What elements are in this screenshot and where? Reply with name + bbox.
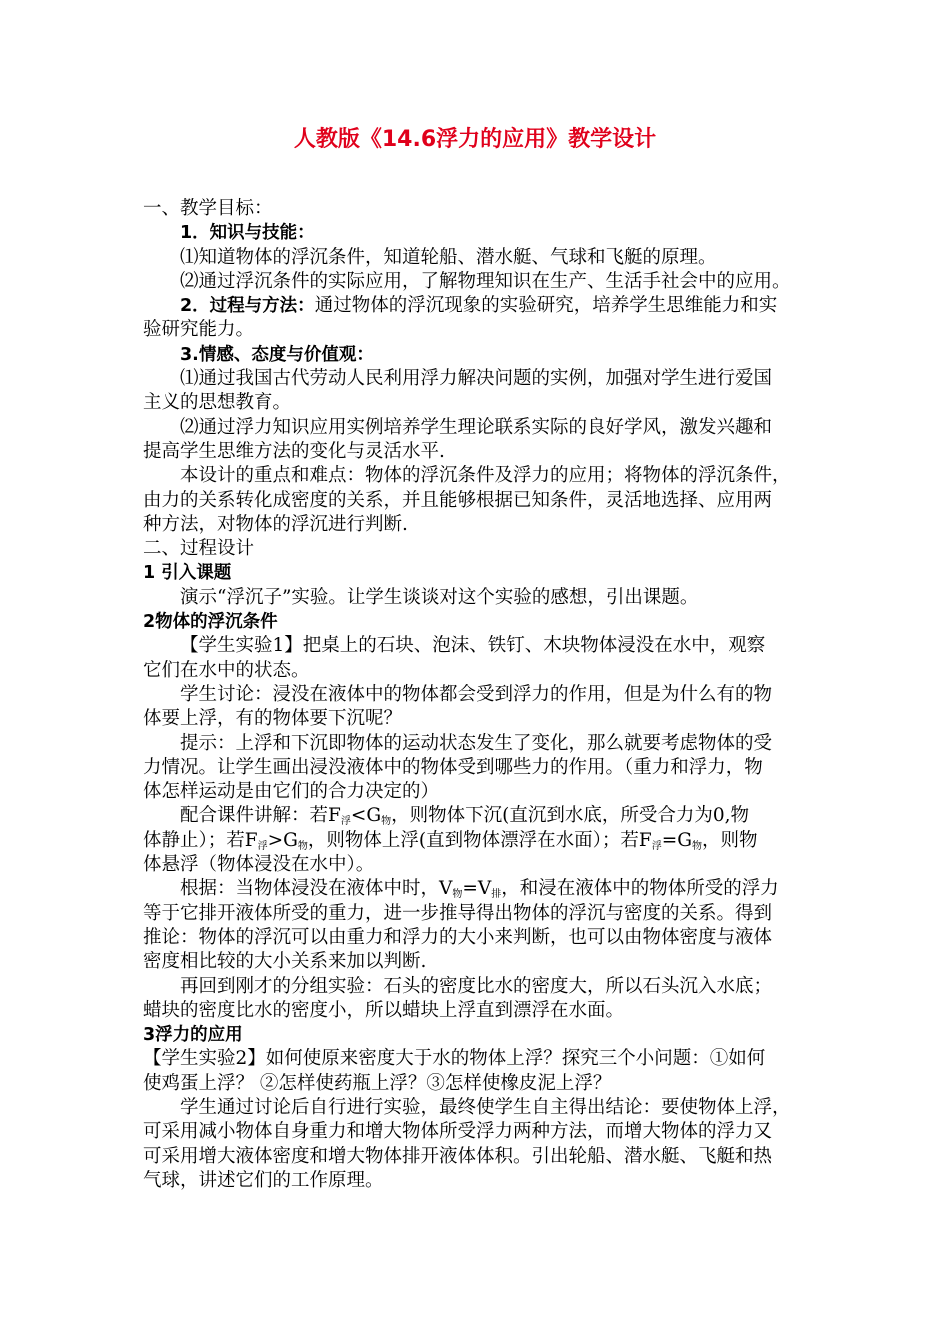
paragraph-line: 气球，讲述它们的工作原理。: [143, 1169, 384, 1191]
paragraph-line: 体要上浮，有的物体要下沉呢？: [143, 708, 403, 730]
paragraph-line: 由力的关系转化成密度的关系，并且能够根据已知条件，灵活地选择、应用两: [143, 489, 773, 511]
paragraph-line: [143, 804, 813, 828]
paragraph-line: 等于它排开液体所受的重力，进一步推导得出物体的浮沉与密度的关系。得到: [143, 902, 773, 924]
document-title: 人教版《14.6浮力的应用》教学设计: [293, 127, 657, 152]
paragraph-line: 可采用减小物体自身重力和增大物体所受浮力两种方法，而增大物体的浮力又: [143, 1121, 773, 1143]
subscript: 浮: [257, 840, 268, 852]
text-run: 根据：当物体浸没在液体中时，V: [180, 878, 453, 900]
paragraph-line: 力情况。让学生画出浸没液体中的物体受到哪些力的作用。（重力和浮力，物: [143, 756, 763, 778]
paragraph-line: [143, 877, 813, 901]
subscript: 物: [691, 840, 702, 852]
paragraph-line: 本设计的重点和难点：物体的浮沉条件及浮力的应用；将物体的浮沉条件，: [180, 465, 791, 487]
paragraph-line: 密度相比较的大小关系来加以判断.: [143, 951, 427, 973]
paragraph-line: ⑴通过我国古代劳动人民利用浮力解决问题的实例，加强对学生进行爱国: [180, 368, 773, 390]
text-run: =V: [462, 878, 492, 900]
subscript: 浮: [340, 816, 351, 828]
section-heading: 一、教学目标：: [143, 198, 273, 219]
paragraph-line: 验研究能力。: [143, 319, 255, 341]
subscript: 物: [381, 816, 392, 828]
text-run: ，则物体上浮(直到物体漂浮在水面）；若F: [307, 829, 652, 851]
paragraph-line: 它们在水中的状态。: [143, 659, 310, 681]
paragraph-line: 提高学生思维方法的变化与灵活水平.: [143, 440, 445, 462]
paragraph-line: 体怎样运动是由它们的合力决定的）: [143, 781, 440, 803]
text-run: ，和浸在液体中的物体所受的浮力: [501, 878, 779, 900]
paragraph-line: 种方法，对物体的浮沉进行判断.: [143, 513, 408, 535]
paragraph-line: 提示：上浮和下沉即物体的运动状态发生了变化，那么就要考虑物体的受: [180, 732, 773, 754]
paragraph-line: 主义的思想教育。: [143, 392, 292, 414]
subscript: 浮: [651, 840, 662, 852]
paragraph-line: 学生讨论：浸没在液体中的物体都会受到浮力的作用，但是为什么有的物: [180, 683, 773, 705]
paragraph-line: ⑵通过浮沉条件的实际应用，了解物理知识在生产、生活手社会中的应用。: [180, 270, 791, 292]
subscript: 物: [297, 840, 308, 852]
paragraph-line: 推论：物体的浮沉可以由重力和浮力的大小来判断，也可以由物体密度与液体: [143, 926, 773, 948]
subheading-conditions: 2物体的浮沉条件: [143, 612, 278, 633]
subheading-process: 2．过程与方法：: [180, 296, 315, 317]
paragraph-text: 通过物体的浮沉现象的实验研究，培养学生思维能力和实: [314, 295, 778, 317]
text-run: ，则物: [701, 829, 758, 851]
text-run: <G: [350, 805, 382, 827]
paragraph-line: [143, 294, 813, 318]
text-run: =G: [661, 829, 692, 851]
paragraph-line: 体悬浮（物体浸没在水中）。: [143, 854, 375, 876]
paragraph-line: 使鸡蛋上浮？ ②怎样使药瓶上浮？③怎样使橡皮泥上浮？: [143, 1072, 612, 1094]
text-run: 体静止）；若F: [143, 829, 258, 851]
paragraph-line: 【学生实验2】如何使原来密度大于水的物体上浮？探究三个小问题：①如何: [143, 1048, 766, 1070]
paragraph-line: 蜡块的密度比水的密度小，所以蜡块上浮直到漂浮在水面。: [143, 999, 625, 1021]
subheading-emotion: 3.情感、态度与价值观：: [180, 344, 374, 365]
subscript: 排: [491, 889, 502, 901]
text-run: >G: [267, 829, 298, 851]
paragraph-line: 学生通过讨论后自行进行实验，最终使学生自主得出结论：要使物体上浮，: [180, 1096, 791, 1118]
text-run: ，则物体下沉(直沉到水底，所受合力为0,物: [391, 805, 749, 827]
paragraph-line: 再回到刚才的分组实验：石头的密度比水的密度大，所以石头沉入水底；: [180, 975, 773, 997]
subheading-knowledge: 1．知识与技能：: [180, 223, 315, 244]
text-run: 配合课件讲解：若F: [180, 805, 341, 827]
section-heading: 二、过程设计: [143, 538, 255, 560]
paragraph-line: ⑴知道物体的浮沉条件，知道轮船、潜水艇、气球和飞艇的原理。: [180, 246, 717, 268]
paragraph-line: 可采用增大液体密度和增大物体排开液体体积。引出轮船、潜水艇、飞艇和热: [143, 1145, 773, 1167]
paragraph-line: 演示“浮沉子”实验。让学生谈谈对这个实验的感想，引出课题。: [180, 586, 699, 608]
document-body: [143, 197, 813, 1193]
subscript: 物: [452, 889, 463, 901]
subheading-intro: 1 引入课题: [143, 563, 232, 584]
paragraph-line: [143, 829, 813, 853]
paragraph-line: 【学生实验1】把桌上的石块、泡沫、铁钉、木块物体浸没在水中，观察: [180, 635, 766, 657]
paragraph-line: ⑵通过浮力知识应用实例培养学生理论联系实际的良好学风，激发兴趣和: [180, 416, 773, 438]
subheading-applications: 3浮力的应用: [143, 1025, 243, 1046]
